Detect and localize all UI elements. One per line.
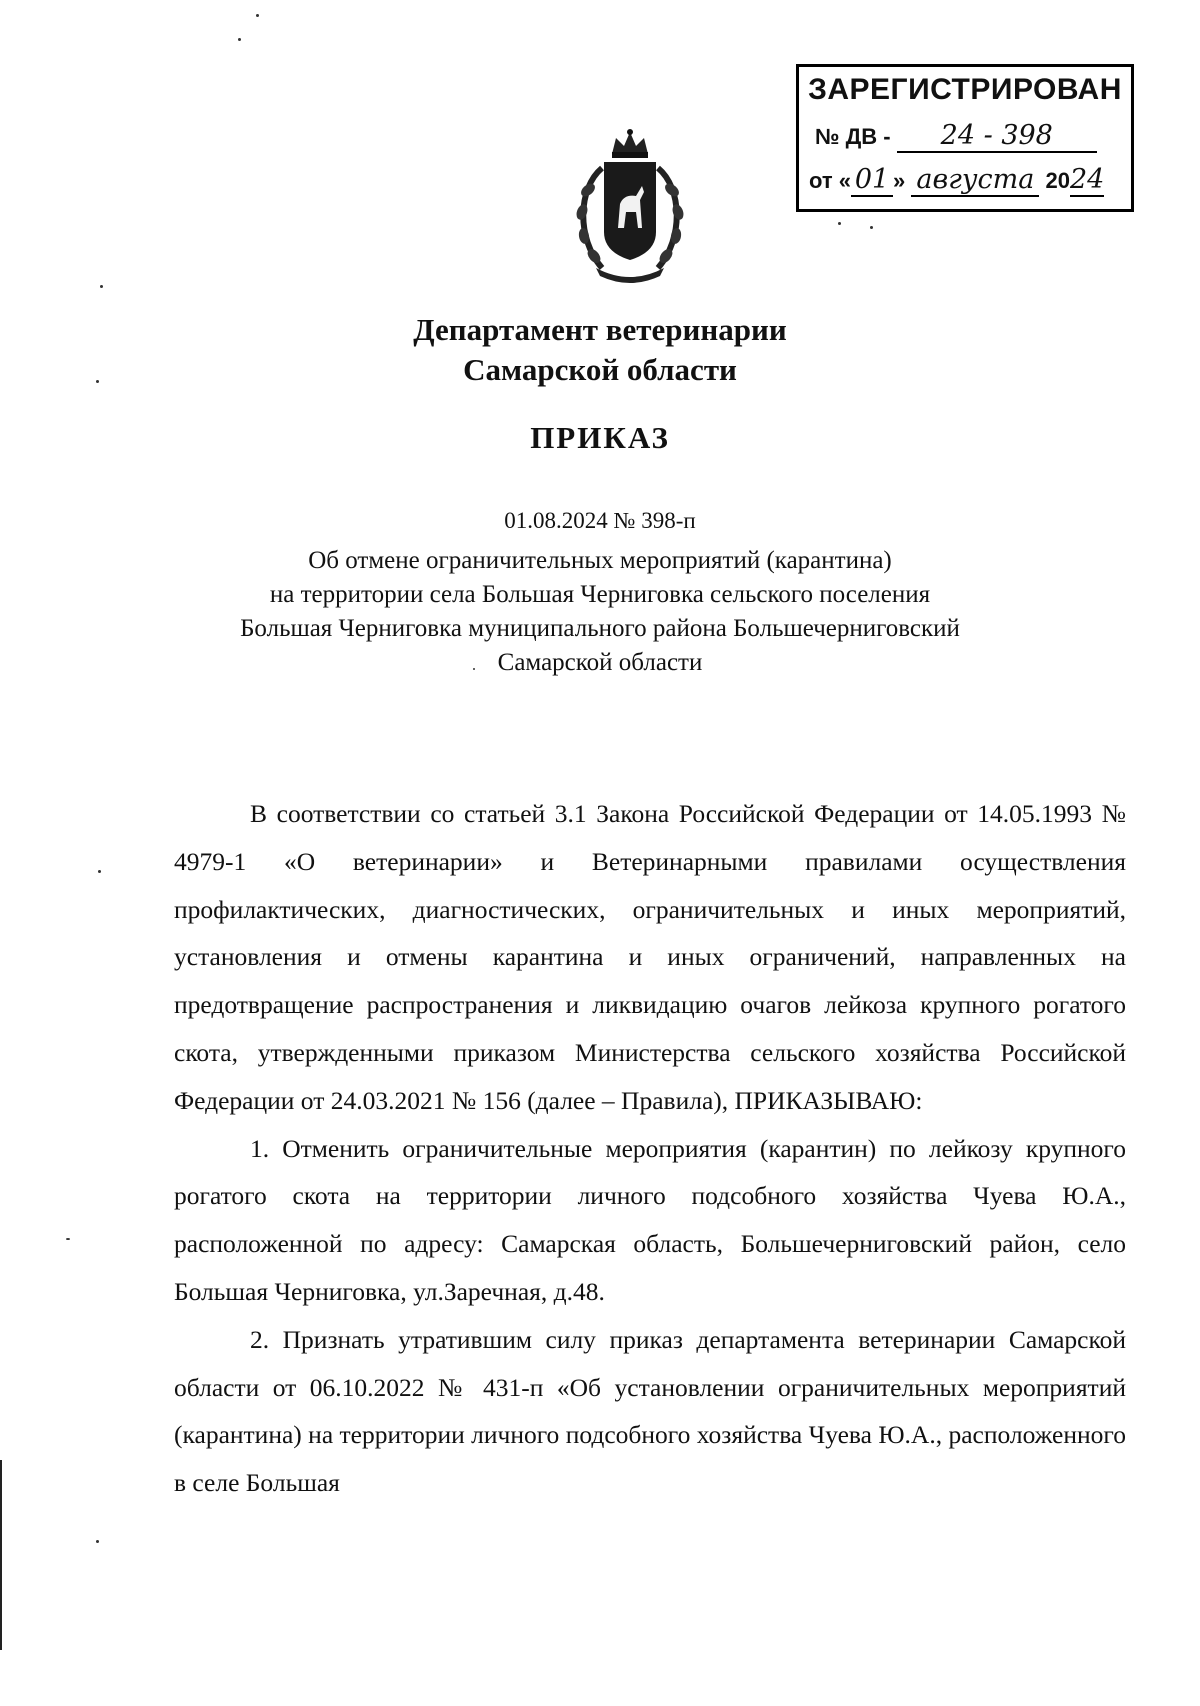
stamp-year-prefix: 20 [1045, 168, 1070, 193]
scan-speck [238, 38, 241, 41]
order-title: ПРИКАЗ [530, 420, 670, 455]
scan-speck [100, 285, 103, 288]
stamp-date-row [809, 165, 1104, 197]
stamp-date-day: 01 [851, 165, 893, 197]
preamble-paragraph: В соответствии со статьей 3.1 Закона Российской Федерации от 14.05.1993 № 4979-1 «О ветеринарии» и Ветеринарными правилами осуществления профилактических, диагностических, ограничительных и иных мероприятий, установления и отмены карантина и иных ограничений, направленных на предотвращение распространения и ликвидацию очагов лейкоза крупного рогатого скота, утвержденными приказом Министерства сельского хозяйства Российской Федерации от 24.03.2021 № 156 (далее – Правила), ПРИКАЗЫВАЮ: [174, 799, 1126, 1115]
stamp-title: ЗАРЕГИСТРИРОВАН [808, 73, 1122, 106]
scan-speck [256, 14, 259, 17]
stamp-date-mid: » [893, 168, 906, 193]
scan-edge-line [0, 1460, 2, 1650]
stamp-date-month: августа [911, 165, 1039, 197]
stamp-number-label: № ДВ - [815, 124, 891, 149]
department-name [0, 310, 1200, 390]
scan-speck [838, 222, 841, 225]
department-line-2: Самарской области [463, 352, 737, 387]
stamp-number-row [815, 121, 1097, 153]
subject-line-3: Большая Черниговка муниципального района Большечерниговский [240, 615, 960, 642]
clause-1-paragraph: 1. Отменить ограничительные мероприятия (карантин) по лейкозу крупного рогатого скота на территории личного подсобного хозяйства Чуева Ю.А., расположенной по адресу: Самарская область, Большечерниговский район, село Большая Черниговка, ул.Заречная, д.48. [174, 1133, 1126, 1306]
registration-stamp [796, 64, 1134, 212]
subject-line-2: на территории села Большая Черниговка сельского поселения [269, 581, 931, 608]
order-subject [0, 544, 1200, 680]
scan-speck [96, 1540, 99, 1543]
order-body [174, 790, 1126, 1507]
clause-2-paragraph: 2. Признать утратившим силу приказ департамента ветеринарии Самарской области от 06.10.2022 № 431-п «Об установлении ограничительных мероприятий (карантина) на территории личного подсобного хозяйства Чуева Ю.А., расположенного в селе Большая [174, 1324, 1126, 1498]
subject-line-4: Самарской области [497, 649, 703, 676]
department-line-1: Департамент ветеринарии [413, 312, 787, 347]
scan-speck [66, 1238, 70, 1240]
stamp-date-prefix: от « [809, 168, 852, 193]
stamp-number-value: 24 - 398 [897, 121, 1097, 153]
scan-speck [870, 226, 873, 229]
stamp-year-suffix: 24 [1070, 164, 1105, 195]
order-number: 01.08.2024 № 398-п [504, 508, 696, 533]
subject-line-1: Об отмене ограничительных мероприятий (карантина) [308, 547, 892, 574]
scan-speck [98, 870, 101, 873]
samara-region-coat-of-arms-icon [572, 128, 688, 286]
